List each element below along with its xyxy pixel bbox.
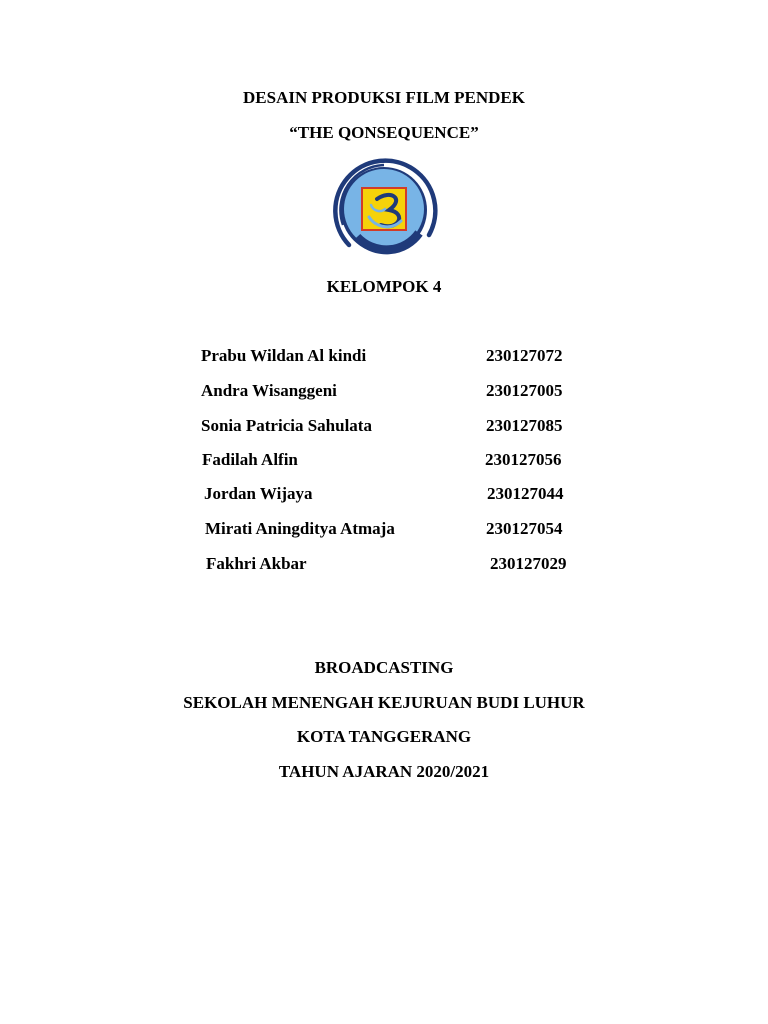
member-name: Jordan Wijaya: [204, 484, 313, 503]
member-id: 230127044: [487, 484, 564, 503]
school-logo-icon: [329, 155, 439, 265]
member-name: Fadilah Alfin: [202, 450, 298, 469]
member-name: Mirati Aningditya Atmaja: [205, 519, 395, 538]
academic-year: TAHUN AJARAN 2020/2021: [278, 762, 490, 781]
member-id: 230127029: [490, 554, 567, 573]
member-row: [201, 381, 701, 401]
member-name: Fakhri Akbar: [206, 554, 307, 573]
group-label: KELOMPOK 4: [326, 277, 442, 296]
member-row: [206, 554, 706, 574]
member-id: 230127085: [486, 416, 563, 435]
city-name: KOTA TANGGERANG: [296, 727, 472, 746]
member-id: 230127054: [486, 519, 563, 538]
member-name: Prabu Wildan Al kindi: [201, 346, 367, 365]
member-id: 230127005: [486, 381, 563, 400]
member-row: [202, 450, 702, 470]
member-name: Andra Wisanggeni: [201, 381, 337, 400]
member-id: 230127072: [486, 346, 563, 365]
school-logo-graphic: [329, 155, 439, 265]
member-id: 230127056: [485, 450, 562, 469]
member-row: [204, 484, 704, 504]
document-title: DESAIN PRODUKSI FILM PENDEK: [243, 88, 525, 107]
member-name: Sonia Patricia Sahulata: [201, 416, 372, 435]
school-name: SEKOLAH MENENGAH KEJURUAN BUDI LUHUR: [183, 693, 585, 712]
member-row: [205, 519, 705, 539]
department-label: BROADCASTING: [314, 658, 454, 677]
member-row: [201, 346, 701, 366]
member-row: [201, 416, 701, 436]
film-title: “THE QONSEQUENCE”: [289, 123, 479, 142]
